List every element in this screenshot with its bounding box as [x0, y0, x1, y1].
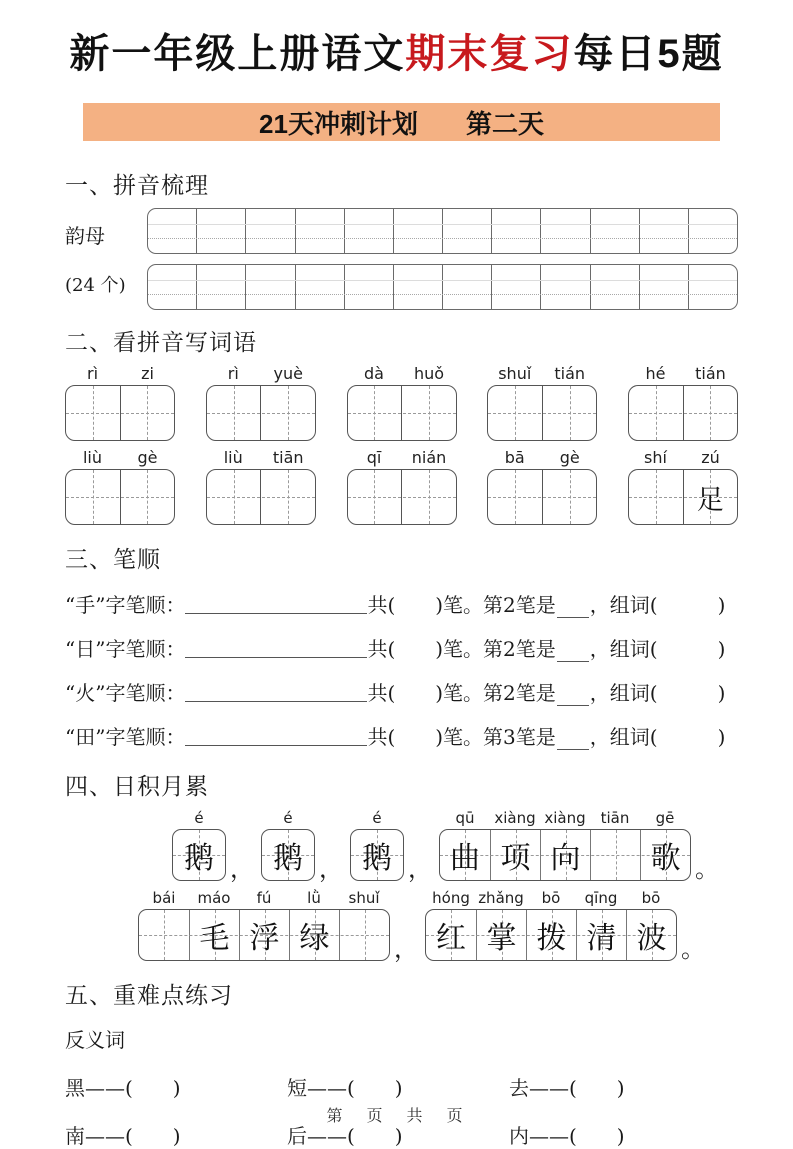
pinyin-grid-rows	[147, 208, 738, 310]
writing-cell	[526, 910, 576, 960]
jy-line-1	[172, 807, 738, 881]
pinyin-grid-cell	[246, 209, 295, 253]
word-writing-box	[487, 469, 597, 525]
answer-blank-short	[557, 705, 589, 706]
section2-heading: 二、看拼音写词语	[65, 330, 257, 356]
dashed-guide	[207, 413, 315, 414]
grid-guide-line	[148, 280, 737, 281]
pinyin-syllable: bā	[504, 448, 525, 467]
pinyin-label-row	[173, 807, 225, 827]
prefilled-character: 足	[696, 484, 724, 516]
character-writing-box	[425, 909, 677, 961]
answer-blank-short	[557, 749, 589, 750]
vowels-label: 韵母	[65, 224, 105, 248]
prefilled-character: 鹅	[273, 841, 303, 876]
pinyin-grid-cell	[689, 265, 737, 309]
pinyin-syllable: xiàng	[544, 809, 586, 827]
grid-guide-line	[148, 238, 737, 239]
pinyin-grid-block	[65, 208, 738, 310]
antonym-item: 南——( )	[65, 1124, 181, 1148]
dashed-guide	[207, 497, 315, 498]
character-writing-box	[439, 829, 691, 881]
prefilled-character: 向	[550, 841, 581, 876]
writing-cell	[262, 830, 314, 880]
pinyin-syllable: é	[194, 809, 204, 827]
word-item	[628, 446, 738, 525]
pinyin-label-row	[440, 807, 690, 827]
worksheet-page	[0, 22, 793, 1148]
pinyin-grid-row	[147, 264, 738, 310]
section5-heading: 五、重难点练习	[65, 983, 233, 1009]
answer-blank-long	[185, 745, 367, 746]
word-writing-box	[487, 385, 597, 441]
pinyin-syllable: bō	[641, 889, 661, 907]
punctuation: ，	[230, 855, 254, 883]
word-writing-box	[206, 385, 316, 441]
pinyin-label-row	[262, 807, 314, 827]
word-item	[65, 362, 175, 441]
prefilled-character: 波	[636, 921, 667, 956]
character-writing-box	[261, 829, 315, 881]
pinyin-syllable: rì	[227, 364, 239, 383]
section1-heading: 一、拼音梳理	[65, 173, 209, 199]
pinyin-syllable: gē	[655, 809, 675, 827]
pinyin-grid-cell	[394, 209, 443, 253]
prefilled-character: 掌	[486, 921, 517, 956]
stroke-order-line	[65, 589, 738, 618]
word-item	[206, 446, 316, 525]
prefilled-character: 鹅	[362, 841, 392, 876]
pinyin-grid-cell	[492, 209, 541, 253]
pinyin-syllable: bái	[152, 889, 176, 907]
pinyin-syllable: tiān	[600, 809, 630, 827]
pinyin-grid-cell	[148, 265, 197, 309]
stroke-line-middle: 共( )笔。第2笔是	[367, 593, 556, 617]
stroke-line-middle: 共( )笔。第2笔是	[367, 681, 556, 705]
writing-cell	[576, 910, 626, 960]
punctuation: ，	[408, 855, 432, 883]
prefilled-character: 曲	[450, 841, 480, 876]
pinyin-grid-cell	[492, 265, 541, 309]
pinyin-syllable: tián	[695, 364, 726, 383]
writing-cell	[426, 910, 476, 960]
pinyin-syllable: bō	[541, 889, 561, 907]
pinyin-grid-cell	[296, 209, 345, 253]
grid-guide-line	[148, 224, 737, 225]
pinyin-label-row	[487, 362, 597, 383]
stroke-order-line	[65, 721, 738, 750]
pinyin-label-row	[487, 446, 597, 467]
pinyin-syllable: fú	[256, 889, 272, 907]
accumulation-item	[138, 887, 390, 961]
accumulation-item	[350, 807, 404, 881]
stroke-line-suffix: ，组词( )	[589, 725, 726, 749]
page-title	[0, 22, 793, 79]
pinyin-syllable: huǒ	[413, 364, 445, 383]
pinyin-grid-cell	[443, 209, 492, 253]
vowels-count-label: (24 个)	[65, 275, 126, 296]
punctuation: ，	[394, 935, 418, 963]
pinyin-label-row	[347, 362, 457, 383]
writing-cell	[640, 830, 690, 880]
pinyin-syllable: zi	[141, 364, 154, 383]
prefilled-character: 鹅	[184, 841, 214, 876]
dashed-guide	[629, 413, 737, 414]
character-writing-box	[138, 909, 390, 961]
pinyin-syllable: liù	[223, 448, 243, 467]
stroke-order-line	[65, 633, 738, 662]
pinyin-syllable: é	[283, 809, 293, 827]
stroke-line-middle: 共( )笔。第2笔是	[367, 637, 556, 661]
writing-cell	[239, 910, 289, 960]
banner	[83, 103, 720, 141]
pinyin-syllable: é	[372, 809, 382, 827]
answer-blank-long	[185, 613, 367, 614]
writing-cell	[189, 910, 239, 960]
pinyin-grid-cell	[246, 265, 295, 309]
writing-cell	[490, 830, 540, 880]
accumulation-item	[172, 807, 226, 881]
punctuation: 。	[695, 855, 719, 883]
grid-guide-line	[148, 294, 737, 295]
prefilled-character: 红	[436, 921, 466, 956]
punctuation: ，	[319, 855, 343, 883]
word-item	[628, 362, 738, 441]
prefilled-character: 清	[586, 921, 617, 956]
answer-blank-long	[185, 701, 367, 702]
pinyin-label-row	[351, 807, 403, 827]
word-writing-box	[628, 469, 738, 525]
prefilled-character: 项	[500, 841, 531, 876]
stroke-line-suffix: ，组词( )	[589, 637, 726, 661]
antonym-item: 短——( )	[287, 1076, 403, 1100]
pinyin-grid-cell	[591, 265, 640, 309]
pinyin-syllable: nián	[411, 448, 447, 467]
character-writing-box	[172, 829, 226, 881]
stroke-line-prefix: “日”字笔顺：	[65, 637, 186, 661]
pinyin-grid-labels	[65, 208, 147, 310]
stroke-line-suffix: ，组词( )	[589, 593, 726, 617]
word-writing-box	[206, 469, 316, 525]
pinyin-syllable: hé	[645, 364, 666, 383]
pinyin-syllable: lǜ	[307, 889, 321, 907]
pinyin-syllable: zú	[701, 448, 720, 467]
punctuation: 。	[681, 935, 705, 963]
pinyin-grid-cell	[591, 209, 640, 253]
prefilled-character: 毛	[199, 921, 230, 956]
worksheet-content	[65, 167, 738, 1149]
pinyin-syllable: tiān	[272, 448, 304, 467]
pinyin-syllable: xiàng	[494, 809, 536, 827]
pinyin-grid-cell	[640, 265, 689, 309]
pinyin-label-row	[628, 446, 738, 467]
page-footer: 第 页 共 页	[326, 1106, 467, 1125]
pinyin-grid-cell	[541, 265, 590, 309]
pinyin-syllable: shuǐ	[498, 364, 532, 383]
word-writing-box	[347, 385, 457, 441]
pinyin-grid-cell	[640, 209, 689, 253]
accumulation-item	[261, 807, 315, 881]
stroke-order-line	[65, 677, 738, 706]
pinyin-syllable: qīng	[584, 889, 618, 907]
antonym-item: 去——( )	[509, 1076, 625, 1100]
pinyin-label-row	[347, 446, 457, 467]
stroke-order-lines	[65, 589, 738, 750]
writing-cell	[440, 830, 490, 880]
word-item	[347, 446, 457, 525]
pinyin-words-row-2	[65, 446, 738, 525]
pinyin-syllable: yuè	[273, 364, 303, 383]
answer-blank-short	[557, 661, 589, 662]
writing-cell	[351, 830, 403, 880]
antonym-row-1	[65, 1072, 738, 1101]
stroke-line-prefix: “手”字笔顺：	[65, 593, 186, 617]
dashed-guide	[66, 413, 174, 414]
word-writing-box	[65, 385, 175, 441]
pinyin-grid-cell	[296, 265, 345, 309]
title-text-post: 每日5题	[573, 32, 724, 76]
pinyin-grid-cell	[689, 209, 737, 253]
pinyin-syllable: gè	[559, 448, 580, 467]
pinyin-syllable: zhǎng	[478, 889, 524, 907]
pinyin-syllable: rì	[86, 364, 99, 383]
pinyin-grid-cell	[541, 209, 590, 253]
antonym-item: 黑——( )	[65, 1076, 181, 1100]
word-item	[65, 446, 175, 525]
pinyin-syllable: shí	[644, 448, 667, 467]
pinyin-syllable: máo	[197, 889, 231, 907]
pinyin-label-row	[426, 887, 676, 907]
accumulation-item	[425, 887, 677, 961]
character-writing-box	[350, 829, 404, 881]
dashed-guide	[488, 497, 596, 498]
writing-cell	[476, 910, 526, 960]
writing-cell	[173, 830, 225, 880]
pinyin-label-row	[206, 362, 316, 383]
word-item	[487, 362, 597, 441]
jy-line-2	[138, 887, 738, 961]
banner-day-label: 第二天	[465, 108, 544, 139]
antonyms-label: 反义词	[65, 1028, 125, 1052]
pinyin-words-row-1	[65, 362, 738, 441]
section4-heading: 四、日积月累	[65, 774, 209, 800]
writing-cell	[683, 470, 738, 524]
section3-heading: 三、笔顺	[65, 547, 161, 573]
writing-cell	[540, 830, 590, 880]
pinyin-grid-cell	[345, 265, 394, 309]
dashed-guide	[66, 497, 174, 498]
writing-cell	[289, 910, 339, 960]
pinyin-syllable: dà	[364, 364, 384, 383]
title-highlight: 期末复习	[405, 32, 574, 76]
stroke-line-suffix: ，组词( )	[589, 681, 726, 705]
stroke-line-prefix: “田”字笔顺：	[65, 725, 186, 749]
pinyin-syllable: hóng	[432, 889, 470, 907]
answer-blank-short	[557, 617, 589, 618]
word-writing-box	[65, 469, 175, 525]
prefilled-character: 拨	[536, 921, 567, 956]
pinyin-label-row	[65, 446, 175, 467]
pinyin-label-row	[628, 362, 738, 383]
pinyin-label-row	[65, 362, 175, 383]
antonym-item: 后——( )	[287, 1124, 403, 1148]
prefilled-character: 歌	[650, 841, 681, 876]
stroke-line-middle: 共( )笔。第3笔是	[367, 725, 556, 749]
pinyin-syllable: gè	[137, 448, 158, 467]
pinyin-grid-row	[147, 208, 738, 254]
pinyin-syllable: shuǐ	[348, 889, 380, 907]
dashed-guide	[488, 413, 596, 414]
word-writing-box	[347, 469, 457, 525]
pinyin-syllable: liù	[82, 448, 103, 467]
word-item	[347, 362, 457, 441]
pinyin-grid-cell	[148, 209, 197, 253]
pinyin-label-row	[139, 887, 389, 907]
writing-cell	[626, 910, 676, 960]
dashed-guide	[348, 413, 456, 414]
word-writing-box	[628, 385, 738, 441]
pinyin-syllable: qī	[366, 448, 382, 467]
pinyin-grid-cell	[197, 209, 246, 253]
dashed-guide	[348, 497, 456, 498]
pinyin-grid-cell	[394, 265, 443, 309]
pinyin-grid-cell	[443, 265, 492, 309]
answer-blank-long	[185, 657, 367, 658]
accumulation-item	[439, 807, 691, 881]
prefilled-character: 绿	[299, 921, 330, 956]
word-item	[206, 362, 316, 441]
pinyin-syllable: tián	[554, 364, 586, 383]
pinyin-grid-cell	[345, 209, 394, 253]
word-item	[487, 446, 597, 525]
pinyin-syllable: qū	[455, 809, 475, 827]
banner-plan-label: 21天冲刺计划	[259, 108, 418, 139]
stroke-line-prefix: “火”字笔顺：	[65, 681, 186, 705]
pinyin-label-row	[206, 446, 316, 467]
prefilled-character: 浮	[249, 921, 280, 956]
antonym-item: 内——( )	[509, 1124, 625, 1148]
title-text-pre: 新一年级上册语文	[69, 32, 406, 76]
pinyin-grid-cell	[197, 265, 246, 309]
